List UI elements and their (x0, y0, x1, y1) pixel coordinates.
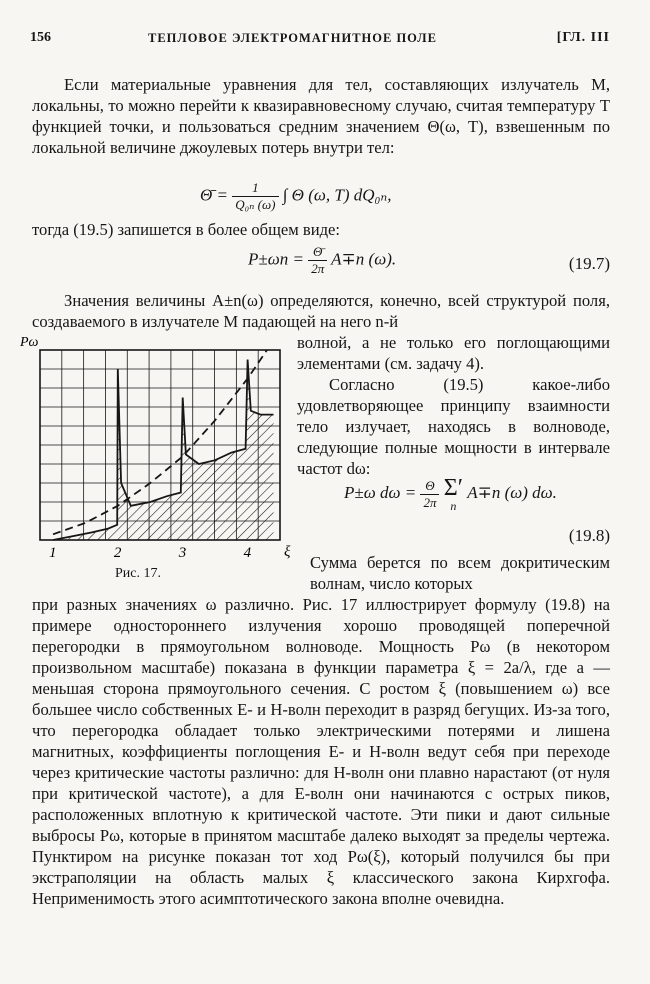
figure-caption: Рис. 17. (115, 566, 161, 581)
eq1-lhs: Θ̄ = (200, 185, 228, 205)
eq2-fraction (308, 244, 327, 277)
paragraph-1: Если материальные уравнения для тел, составляющих излучатель М, локальны, то можно перейти к квазиравновесному случаю, считая температуру Т функцией точки, и пользоваться средним значением Θ(ω, Т), взвешенным по локальной величине джоулевых потерь внутри тел: (32, 75, 610, 157)
eq2-numerator: Θ̄ (308, 244, 327, 261)
equation-mean-theta (200, 180, 500, 216)
page-number: 156 (30, 30, 51, 45)
paragraph-3: Значения величины A±n(ω) определяются, конечно, всей структурой поля, создаваемого в излучателе М падающей на него n-й (32, 291, 610, 331)
eq2-rhs: A∓n (ω). (331, 249, 397, 269)
running-title: ТЕПЛОВОЕ ЭЛЕКТРОМАГНИТНОЕ ПОЛЕ (148, 31, 437, 45)
x-tick-label: 3 (178, 545, 187, 561)
paragraph-2: тогда (19.5) запишется в более общем виде: (32, 220, 341, 239)
sum-sign: Σ′ (443, 475, 463, 501)
paragraph-4: Согласно (19.5) какое-либо удовлетворяющее принципу взаимности тело излучает, находясь в волноводе, следующие полные мощности в интервале частот dω: (297, 375, 610, 478)
chapter-label: [ГЛ. III (556, 30, 610, 45)
y-axis-label: Pω (20, 335, 39, 350)
x-tick-label: 2 (113, 545, 122, 561)
x-tick-label: 4 (243, 545, 252, 561)
figure-wrap-text (297, 332, 610, 479)
paragraph-5-start: Сумма берется по всем докритическим волнам, число которых (310, 553, 610, 593)
paragraph-5: при разных значениях ω различно. Рис. 17 иллюстрирует формулу (19.8) на примере одностороннего излучения хорошо проводящей поперечной перегородки в прямоугольном волноводе. Мощность Pω (в некотором произвольном масштабе) показана в функции параметра ξ = 2a/λ, где a — меньшая сторона прямоугольного сечения. С ростом ξ (повышением ω) все большее число собственных E- и H-волн переходит в разряд бегущих. Из-за того, что перегородка обладает только электрическими потерями и лишена магнитных, коэффициенты поглощения E- и H-волн ведут себя при переходе через критические частоты различно: для H-волн они плавно нарастают (от нуля при критической частоте), а для E-волн они начинаются с острых пиков, расположенных вплотную к критической частоте. Эти пики и дают сильные выбросы Pω, которые в принятом масштабе далеко выходят за пределы чертежа. Пунктиром на рисунке показан тот ход Pω(ξ), который получился бы при экстраполяции на область малых ξ классического закона Кирхгофа. Неприменимость этого асимптотического закона вполне очевидна. (32, 595, 610, 908)
eq1-denominator: Q₀ₙ (ω) (235, 197, 276, 212)
sum-index: n (450, 499, 457, 513)
equation-number-19-7: (19.7) (568, 254, 610, 273)
paragraph-3-continued: волной, а не только его поглощающими элементами (см. задачу 4). (297, 333, 610, 373)
eq1-fraction (232, 180, 278, 213)
eq3-rhs: A∓n (ω) dω. (467, 482, 557, 502)
x-axis-label: ξ (284, 544, 291, 560)
x-tick-labels (49, 545, 252, 561)
page-header (30, 30, 610, 50)
eq2-denominator: 2π (311, 261, 325, 276)
eq2-lhs: P±ωn = (248, 249, 304, 269)
eq3-numerator: Θ (420, 478, 439, 495)
x-tick-label: 1 (48, 545, 57, 561)
eq3-fraction (420, 478, 439, 511)
eq1-rhs: ∫ Θ (ω, T) dQ₀ₙ, (282, 185, 392, 205)
figure-17-chart (18, 332, 296, 568)
equation-19-7 (248, 244, 488, 280)
eq1-numerator: 1 (232, 180, 278, 197)
equation-number-19-8: (19.8) (568, 526, 610, 545)
eq3-sum (444, 476, 463, 512)
eq3-lhs: P±ω dω = (344, 482, 417, 502)
eq3-denominator: 2π (423, 494, 437, 510)
equation-19-8 (344, 476, 594, 522)
